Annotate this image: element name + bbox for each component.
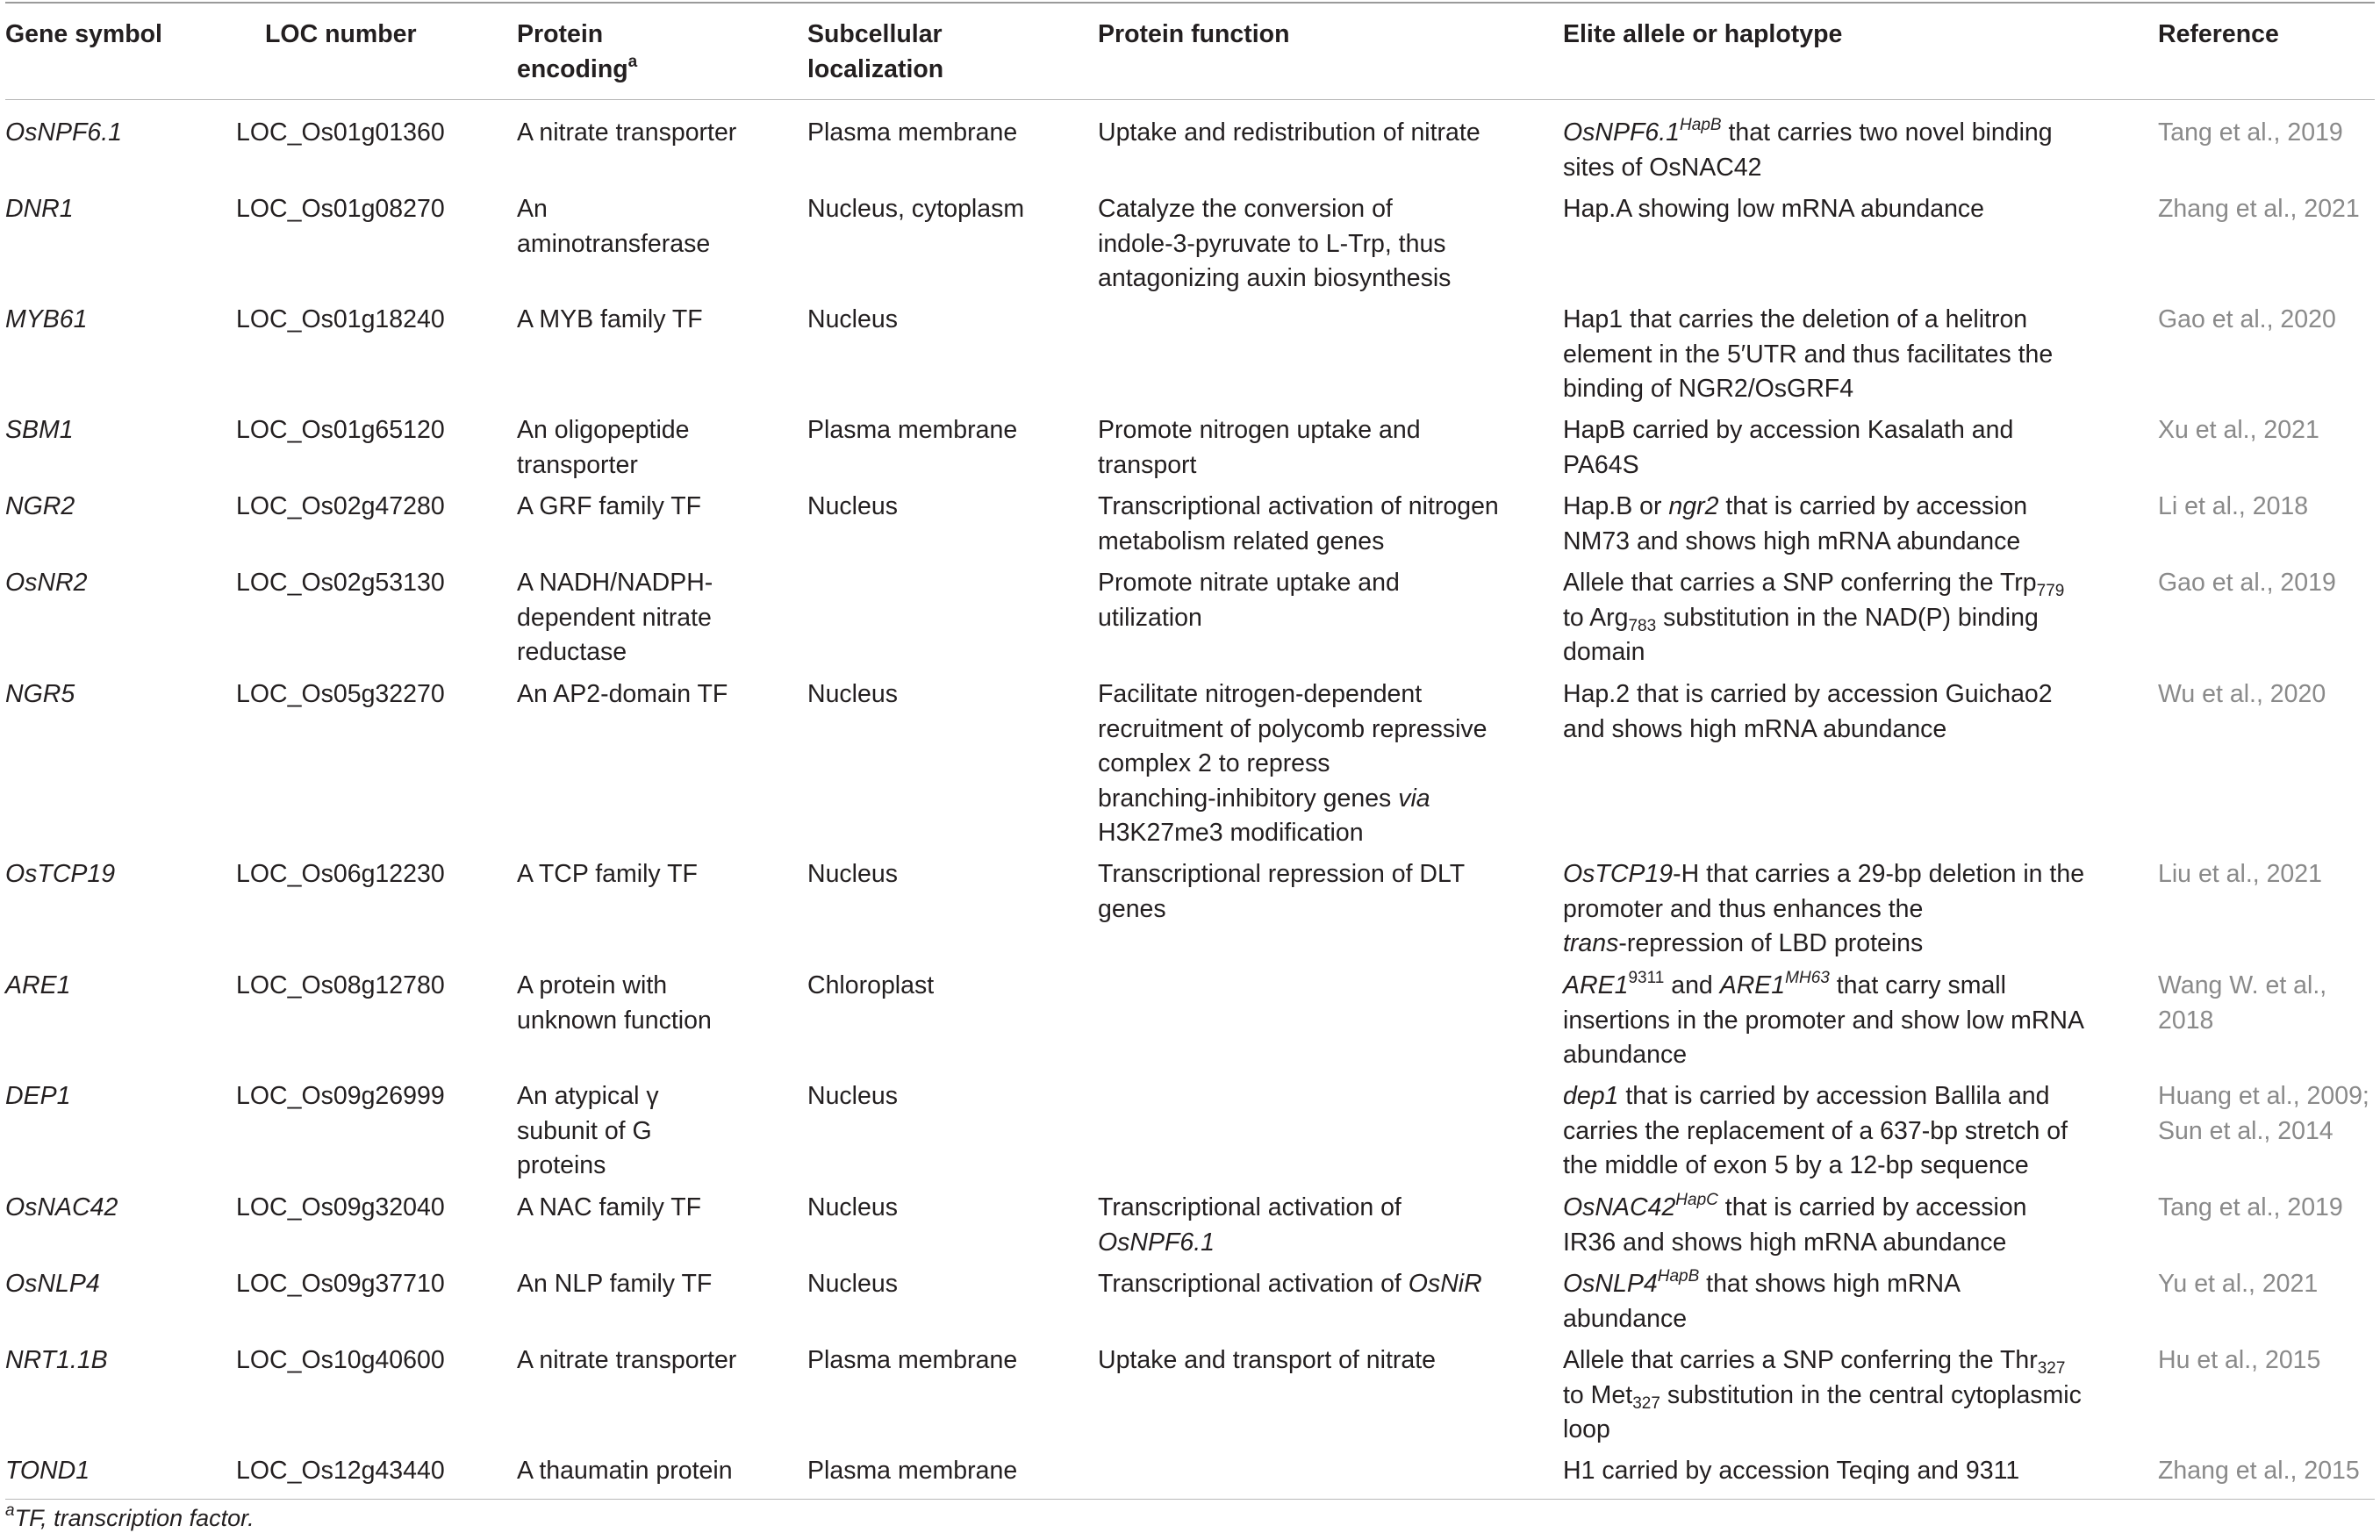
cell-line [1563, 969, 2084, 1004]
cell-gene-symbol: OsTCP19 [5, 860, 116, 888]
cell-line [1563, 677, 2053, 713]
cell-line [1563, 413, 2013, 448]
text-segment: ngr2 [1668, 492, 1719, 520]
cell-gene-symbol: OsNLP4 [5, 1270, 100, 1298]
cell-line [1563, 1004, 2084, 1039]
cell-line: Nucleus [807, 1270, 898, 1298]
cell-subcellular-localization [807, 1267, 898, 1302]
cell-line: Chloroplast [807, 971, 935, 999]
cell-line: Nucleus [807, 860, 898, 888]
header-gene-symbol: Gene symbol [5, 20, 162, 48]
text-segment: ARE1 [1563, 971, 1629, 999]
cell-gene-symbol: OsNPF6.1 [5, 118, 123, 147]
cell-reference [2158, 1343, 2320, 1379]
header-protein-line-2: encoding [517, 54, 628, 83]
cell-subcellular-localization [807, 192, 1024, 227]
cell-line: Plasma membrane [807, 118, 1018, 147]
text-segment: IR36 and shows high mRNA abundance [1563, 1228, 2007, 1257]
text-segment: OsNAC42 [1563, 1193, 1676, 1221]
text-segment: promoter and thus enhances the [1563, 894, 1924, 923]
cell-subcellular-localization [807, 1454, 1017, 1489]
cell-line: Plasma membrane [807, 1346, 1018, 1374]
text-segment: that is carried by accession [1718, 492, 2028, 520]
cell-reference [2158, 192, 2360, 227]
cell-line [1563, 1038, 2084, 1073]
cell-elite-allele [1563, 677, 2053, 747]
cell-subcellular-localization [807, 490, 898, 525]
cell-line [1563, 1343, 2082, 1379]
cell-line: Wu et al., 2020 [2158, 680, 2326, 708]
text-segment: Hap.A showing low mRNA abundance [1563, 195, 1985, 223]
cell-line: Promote nitrate uptake and [1098, 569, 1400, 597]
cell-line: A thaumatin protein [517, 1457, 733, 1485]
cell-protein-encoding [517, 303, 703, 338]
cell-line: Gao et al., 2019 [2158, 569, 2336, 597]
footnote-text: TF, transcription factor. [14, 1505, 254, 1531]
text-segment: element in the 5′UTR and thus facilitates the [1563, 340, 2054, 369]
cell-elite-allele [1563, 857, 2084, 962]
cell-loc-number: LOC_Os09g37710 [236, 1270, 445, 1298]
cell-line: Uptake and redistribution of nitrate [1098, 118, 1480, 147]
cell-line: An NLP family TF [517, 1270, 713, 1298]
cell-line [1098, 1191, 1401, 1226]
cell-gene-symbol: MYB61 [5, 305, 88, 333]
cell-protein-encoding [517, 677, 728, 713]
text-segment: 327 [1632, 1393, 1660, 1413]
text-segment: Allele that carries a SNP conferring the Trp [1563, 569, 2037, 597]
text-segment: Hap.B or [1563, 492, 1669, 520]
cell-reference [2158, 490, 2308, 525]
text-segment: Transcriptional activation of [1098, 1270, 1409, 1298]
cell-line [1563, 1302, 1961, 1337]
cell-line: A protein with [517, 971, 668, 999]
text-segment: HapC [1675, 1191, 1718, 1209]
cell-line [1098, 1267, 1482, 1302]
cell-line: Nucleus [807, 1082, 898, 1110]
text-segment: Transcriptional activation of [1098, 1193, 1401, 1221]
cell-gene-symbol: NGR2 [5, 492, 75, 520]
cell-line: A NAC family TF [517, 1193, 702, 1221]
cell-line [1563, 1226, 2027, 1261]
cell-line: Zhang et al., 2021 [2158, 195, 2360, 223]
cell-gene-symbol: OsNAC42 [5, 1193, 118, 1221]
cell-line: Zhang et al., 2015 [2158, 1457, 2360, 1485]
cell-elite-allele [1563, 1343, 2082, 1448]
cell-loc-number: LOC_Os09g32040 [236, 1193, 445, 1221]
text-segment: that is carried by accession [1717, 1193, 2027, 1221]
cell-loc-number: LOC_Os06g12230 [236, 860, 445, 888]
text-segment: that is carried by accession Ballila and [1618, 1082, 2050, 1110]
text-segment: -H that carries a 29-bp deletion in the [1673, 860, 2085, 888]
cell-line [1563, 1191, 2027, 1226]
cell-line: An oligopeptide [517, 416, 690, 444]
text-segment: H1 carried by accession Teqing and 9311 [1563, 1457, 2020, 1485]
text-segment: loop [1563, 1415, 1610, 1443]
cell-line [1563, 713, 2053, 748]
cell-protein-encoding [517, 1191, 701, 1226]
cell-line [1563, 566, 2064, 601]
text-segment: and shows high mRNA abundance [1563, 714, 1947, 743]
cell-line: A NADH/NADPH- [517, 569, 713, 597]
cell-protein-encoding [517, 566, 713, 670]
cell-protein-function [1098, 1343, 1436, 1379]
table-footnote [5, 1502, 254, 1534]
cell-line: Nucleus [807, 680, 898, 708]
cell-line [1563, 1114, 2068, 1150]
text-segment: 9311 [1628, 969, 1665, 987]
cell-loc-number: LOC_Os08g12780 [236, 971, 445, 999]
text-segment: OsTCP19 [1563, 860, 1674, 888]
cell-line: Plasma membrane [807, 416, 1018, 444]
cell-line: proteins [517, 1151, 606, 1179]
cell-line: Plasma membrane [807, 1457, 1018, 1485]
cell-elite-allele [1563, 1454, 2019, 1489]
cell-line: A GRF family TF [517, 492, 702, 520]
text-segment: sites of OsNAC42 [1563, 153, 1762, 182]
text-segment: OsNiR [1408, 1270, 1482, 1298]
cell-line [1563, 1454, 2019, 1489]
header-subcellular-localization [807, 18, 943, 87]
cell-line: Nucleus [807, 492, 898, 520]
text-segment: trans [1563, 929, 1619, 957]
cell-gene-symbol: SBM1 [5, 416, 74, 444]
text-segment: 783 [1628, 616, 1657, 635]
cell-line: Liu et al., 2021 [2158, 860, 2322, 888]
cell-line [1098, 816, 1488, 851]
table-top-rule [5, 2, 2375, 4]
cell-protein-encoding [517, 413, 690, 483]
cell-subcellular-localization [807, 1079, 898, 1114]
cell-line: Transcriptional repression of DLT [1098, 860, 1466, 888]
cell-line: Xu et al., 2021 [2158, 416, 2319, 444]
cell-gene-symbol: NRT1.1B [5, 1346, 108, 1374]
cell-elite-allele [1563, 490, 2027, 559]
cell-line [1563, 601, 2064, 636]
cell-gene-symbol: NGR5 [5, 680, 75, 708]
cell-line: unknown function [517, 1006, 712, 1035]
cell-line [1563, 1079, 2068, 1114]
cell-line: Promote nitrogen uptake and [1098, 416, 1421, 444]
text-segment: HapB [1657, 1267, 1700, 1286]
cell-line: An atypical γ [517, 1082, 659, 1110]
cell-reference [2158, 677, 2326, 713]
cell-line [1098, 747, 1488, 782]
cell-line: Nucleus [807, 1193, 898, 1221]
text-segment: substitution in the NAD(P) binding [1656, 603, 2039, 632]
header-protein-encoding [517, 18, 637, 87]
cell-reference [2158, 303, 2336, 338]
cell-protein-encoding [517, 1079, 659, 1184]
cell-line: Tang et al., 2019 [2158, 118, 2343, 147]
cell-line: Sun et al., 2014 [2158, 1116, 2333, 1145]
footnote-marker: a [5, 1501, 15, 1520]
cell-reference [2158, 116, 2343, 151]
text-segment: OsNLP4 [1563, 1270, 1658, 1298]
cell-line: Hu et al., 2015 [2158, 1346, 2321, 1374]
text-segment: complex 2 to repress [1098, 749, 1330, 777]
text-segment: to Arg [1563, 603, 1629, 632]
cell-reference [2158, 413, 2319, 448]
cell-line: antagonizing auxin biosynthesis [1098, 264, 1452, 292]
cell-line [1563, 1149, 2068, 1184]
cell-gene-symbol: DEP1 [5, 1082, 71, 1110]
cell-line [1563, 303, 2053, 338]
cell-loc-number: LOC_Os01g01360 [236, 118, 445, 147]
cell-protein-function [1098, 116, 1480, 151]
cell-line: transporter [517, 450, 638, 479]
cell-protein-encoding [517, 1343, 736, 1379]
text-segment: domain [1563, 638, 1645, 666]
cell-line: An [517, 195, 548, 223]
text-segment: that carry small [1829, 971, 2006, 999]
cell-loc-number: LOC_Os02g53130 [236, 569, 445, 597]
cell-gene-symbol: TOND1 [5, 1457, 90, 1485]
cell-line: aminotransferase [517, 229, 711, 258]
cell-line [1098, 1226, 1401, 1261]
cell-gene-symbol: DNR1 [5, 195, 74, 223]
text-segment: OsNPF6.1 [1098, 1228, 1215, 1257]
cell-protein-encoding [517, 1454, 733, 1489]
cell-line [1098, 782, 1488, 817]
cell-line [1563, 490, 2027, 525]
header-bottom-rule [5, 99, 2375, 100]
cell-line: A nitrate transporter [517, 118, 737, 147]
cell-subcellular-localization [807, 413, 1017, 448]
header-subcell-line-1: Subcellular [807, 20, 943, 48]
cell-line [1563, 892, 2084, 928]
text-segment: to Met [1563, 1380, 1633, 1409]
cell-elite-allele [1563, 1267, 1961, 1336]
cell-protein-function [1098, 857, 1465, 927]
cell-line: transport [1098, 450, 1197, 479]
cell-line [1563, 1379, 2082, 1414]
text-segment: binding of NGR2/OsGRF4 [1563, 375, 1854, 403]
cell-line: metabolism related genes [1098, 526, 1385, 555]
cell-line: Catalyze the conversion of [1098, 195, 1393, 223]
cell-subcellular-localization [807, 116, 1017, 151]
cell-line [1563, 338, 2053, 373]
cell-line [1563, 525, 2027, 560]
cell-elite-allele [1563, 413, 2013, 483]
header-loc-number: LOC number [265, 20, 417, 48]
cell-line: Wang W. et al., [2158, 971, 2327, 999]
cell-subcellular-localization [807, 1343, 1017, 1379]
cell-reference [2158, 1191, 2343, 1226]
cell-elite-allele [1563, 1191, 2027, 1260]
cell-line: indole-3-pyruvate to L-Trp, thus [1098, 229, 1446, 258]
cell-subcellular-localization [807, 969, 934, 1004]
cell-line: Gao et al., 2020 [2158, 305, 2336, 333]
cell-line: Nucleus, cytoplasm [807, 195, 1025, 223]
cell-elite-allele [1563, 566, 2064, 670]
cell-line: Li et al., 2018 [2158, 492, 2309, 520]
cell-loc-number: LOC_Os01g18240 [236, 305, 445, 333]
cell-line: reductase [517, 638, 627, 666]
cell-reference [2158, 566, 2336, 601]
cell-line [1563, 192, 1984, 227]
text-segment: Hap.2 that is carried by accession Guichao2 [1563, 680, 2053, 708]
text-segment: the middle of exon 5 by a 12-bp sequence [1563, 1151, 2029, 1179]
cell-loc-number: LOC_Os01g65120 [236, 416, 445, 444]
text-segment: Hap1 that carries the deletion of a helitron [1563, 305, 2028, 333]
cell-line: 2018 [2158, 1006, 2214, 1035]
cell-loc-number: LOC_Os09g26999 [236, 1082, 445, 1110]
cell-line: Transcriptional activation of nitrogen [1098, 492, 1499, 520]
cell-subcellular-localization [807, 677, 898, 713]
cell-line [1098, 677, 1488, 713]
header-elite-allele: Elite allele or haplotype [1563, 20, 1843, 48]
header-reference: Reference [2158, 20, 2279, 48]
cell-line: Nucleus [807, 305, 898, 333]
text-segment: -repression of LBD proteins [1618, 929, 1924, 957]
text-segment: Allele that carries a SNP conferring the Thr [1563, 1346, 2038, 1374]
cell-line [1563, 372, 2053, 407]
cell-subcellular-localization [807, 303, 898, 338]
text-segment: recruitment of polycomb repressive [1098, 714, 1488, 743]
text-segment: substitution in the central cytoplasmic [1660, 1380, 2082, 1409]
text-segment: MH63 [1785, 969, 1830, 987]
cell-line: genes [1098, 894, 1166, 923]
cell-protein-encoding [517, 192, 710, 261]
cell-line [1563, 448, 2013, 483]
header-footnote-marker: a [627, 52, 638, 71]
cell-protein-function [1098, 566, 1400, 635]
cell-line [1563, 151, 2053, 186]
text-segment: Facilitate nitrogen-dependent [1098, 680, 1423, 708]
text-segment: PA64S [1563, 450, 1639, 479]
header-protein-line-1: Protein [517, 20, 604, 48]
cell-line [1563, 116, 2053, 151]
cell-gene-symbol: OsNR2 [5, 569, 88, 597]
cell-line [1098, 713, 1488, 748]
header-protein-function: Protein function [1098, 20, 1290, 48]
cell-loc-number: LOC_Os01g08270 [236, 195, 445, 223]
cell-protein-encoding [517, 490, 701, 525]
cell-line: A nitrate transporter [517, 1346, 737, 1374]
text-segment: abundance [1563, 1304, 1688, 1333]
cell-reference [2158, 1267, 2318, 1302]
cell-protein-encoding [517, 969, 712, 1038]
text-segment: that carries two novel binding [1721, 118, 2053, 147]
cell-line [1563, 1413, 2082, 1448]
cell-line: A MYB family TF [517, 305, 703, 333]
cell-protein-function [1098, 490, 1499, 559]
cell-line: utilization [1098, 603, 1202, 632]
cell-reference [2158, 857, 2322, 892]
cell-line: Huang et al., 2009; [2158, 1082, 2369, 1110]
cell-protein-function [1098, 1191, 1401, 1260]
cell-reference [2158, 1454, 2360, 1489]
text-segment: dep1 [1563, 1082, 1619, 1110]
cell-line [1563, 635, 2064, 670]
text-segment: via [1398, 784, 1430, 813]
cell-reference [2158, 1079, 2369, 1149]
cell-line: dependent nitrate [517, 603, 712, 632]
cell-loc-number: LOC_Os10g40600 [236, 1346, 445, 1374]
text-segment: carries the replacement of a 637-bp stretch of [1563, 1116, 2068, 1145]
cell-subcellular-localization [807, 857, 898, 892]
cell-loc-number: LOC_Os12g43440 [236, 1457, 445, 1485]
cell-protein-function [1098, 677, 1488, 851]
cell-protein-encoding [517, 116, 736, 151]
cell-line: Uptake and transport of nitrate [1098, 1346, 1436, 1374]
cell-protein-function [1098, 1267, 1482, 1302]
cell-reference [2158, 969, 2326, 1038]
cell-subcellular-localization [807, 1191, 898, 1226]
text-segment: branching-inhibitory genes [1098, 784, 1399, 813]
cell-line [1563, 857, 2084, 892]
cell-line [1563, 927, 2084, 962]
cell-elite-allele [1563, 192, 1984, 227]
cell-elite-allele [1563, 303, 2053, 407]
cell-protein-function [1098, 192, 1451, 297]
cell-line: Yu et al., 2021 [2158, 1270, 2319, 1298]
text-segment: 327 [2037, 1359, 2066, 1378]
text-segment: HapB carried by accession Kasalath and [1563, 416, 2014, 444]
cell-protein-encoding [517, 857, 698, 892]
text-segment: 779 [2036, 582, 2065, 600]
cell-gene-symbol: ARE1 [5, 971, 71, 999]
cell-elite-allele [1563, 116, 2053, 185]
text-segment: ARE1 [1719, 971, 1786, 999]
text-segment: HapB [1680, 116, 1722, 134]
cell-line: Tang et al., 2019 [2158, 1193, 2343, 1221]
text-segment: NM73 and shows high mRNA abundance [1563, 526, 2021, 555]
text-segment: that shows high mRNA [1699, 1270, 1961, 1298]
cell-protein-function [1098, 413, 1421, 483]
cell-line: A TCP family TF [517, 860, 698, 888]
cell-elite-allele [1563, 969, 2084, 1073]
text-segment: insertions in the promoter and show low mRNA [1563, 1006, 2085, 1035]
cell-loc-number: LOC_Os05g32270 [236, 680, 445, 708]
text-segment: H3K27me3 modification [1098, 819, 1364, 847]
cell-protein-encoding [517, 1267, 712, 1302]
cell-line: subunit of G [517, 1116, 652, 1145]
header-subcell-line-2: localization [807, 54, 944, 83]
text-segment: abundance [1563, 1041, 1688, 1069]
cell-line: An AP2-domain TF [517, 680, 728, 708]
cell-elite-allele [1563, 1079, 2068, 1184]
text-segment: OsNPF6.1 [1563, 118, 1681, 147]
text-segment: and [1664, 971, 1720, 999]
cell-line [1563, 1267, 1961, 1302]
table-bottom-rule [5, 1499, 2375, 1500]
cell-loc-number: LOC_Os02g47280 [236, 492, 445, 520]
